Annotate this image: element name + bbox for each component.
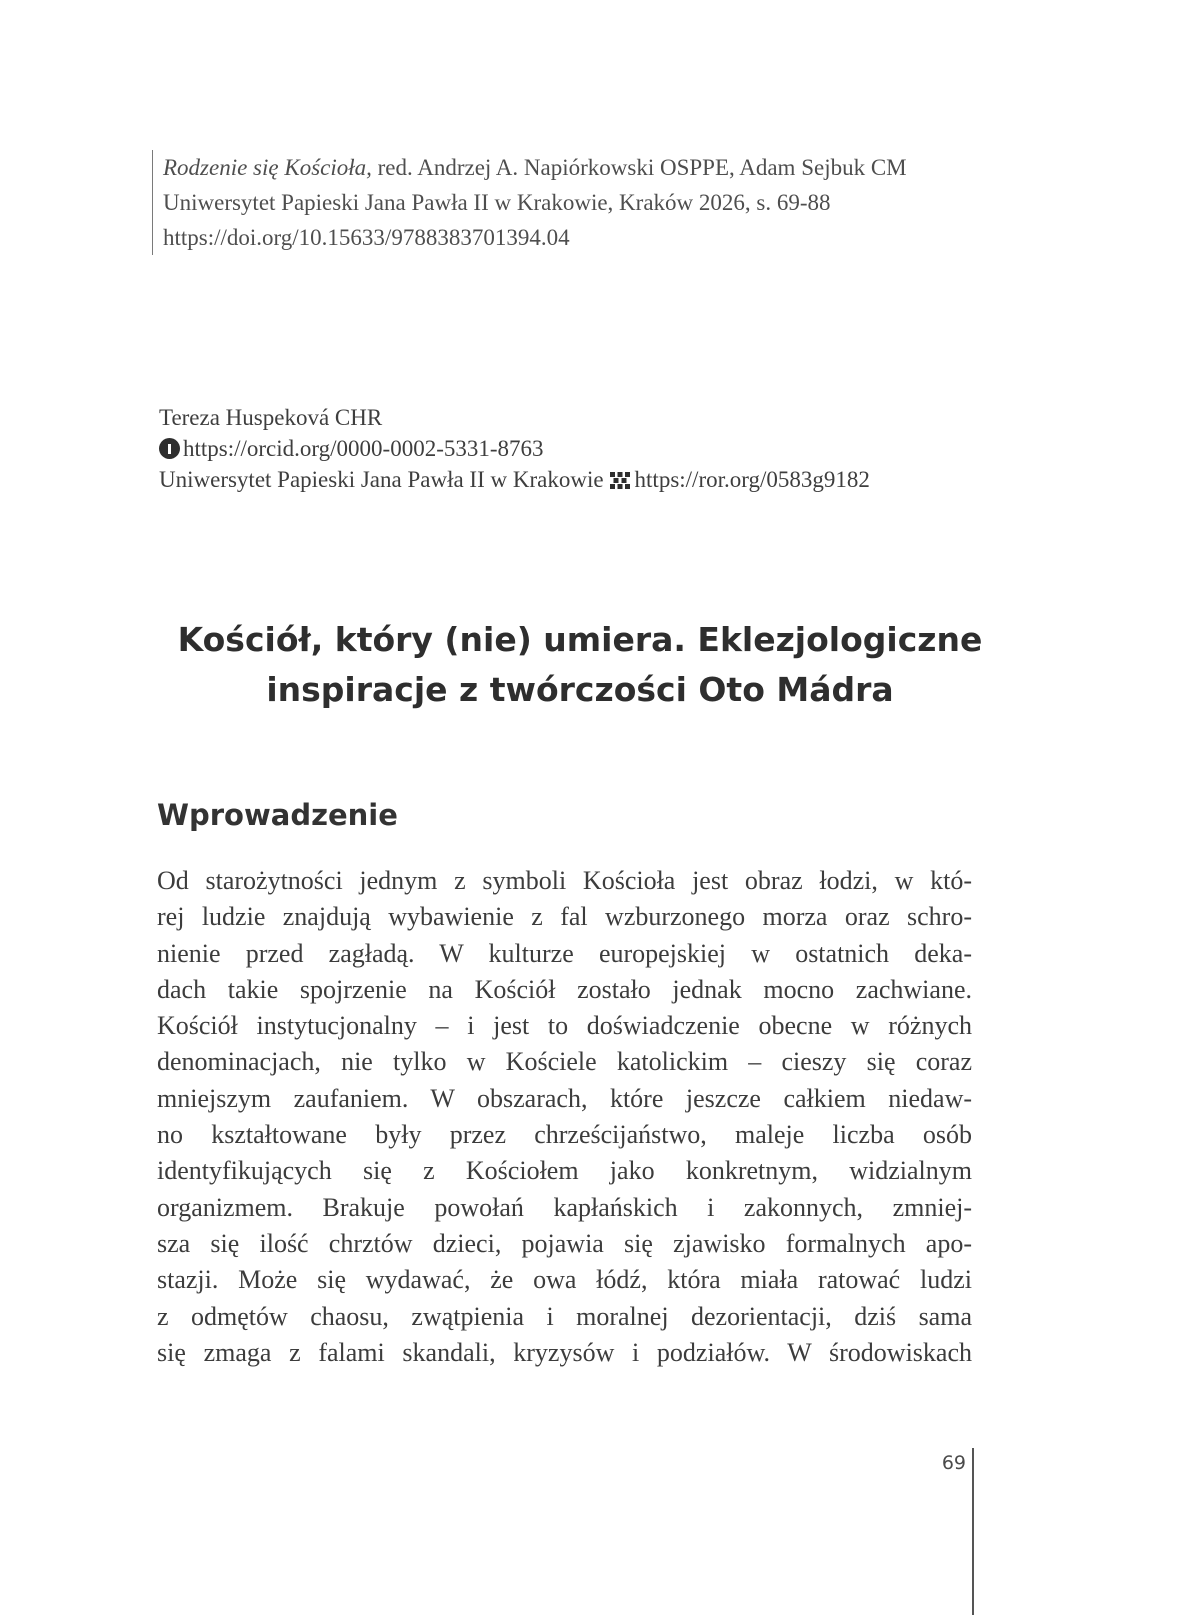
body-line: Kościół instytucjonalny – i jest to doświadczenie obecne w różnych [157,1011,972,1041]
body-line: mniejszym zaufaniem. W obszarach, które jeszcze całkiem niedaw- [157,1083,972,1113]
author-block [159,402,1059,495]
body-line: dach takie spojrzenie na Kościół zostało jednak mocno zachwiane. [157,974,972,1004]
affiliation: Uniwersytet Papieski Jana Pawła II w Krakowie [159,467,604,492]
title-line-2: inspiracje z twórczości Oto Mádra [266,670,894,709]
editors: red. Andrzej A. Napiórkowski OSPPE, Adam Sejbuk CM [371,155,907,180]
ror-link[interactable]: https://ror.org/0583g9182 [634,467,870,492]
doi-link[interactable]: https://doi.org/10.15633/9788383701394.04 [163,225,570,250]
body-line: rej ludzie znajdują wybawienie z fal wzburzonego morza oraz schro- [157,902,972,932]
book-title: Rodzenie się Kościoła, [163,155,372,180]
body-line: identyfikujących się z Kościołem jako konkretnym, widzialnym [157,1156,972,1186]
body-line: no kształtowane były przez chrześcijaństwo, maleje liczba osób [157,1120,972,1150]
orcid-line [159,433,1059,464]
body-line: nienie przed zagładą. W kulturze europejskiej w ostatnich deka- [157,938,972,968]
page-number-rule [972,1448,974,1615]
body-line: denominacjach, nie tylko w Kościele katolickim – cieszy się coraz [157,1047,972,1077]
body-paragraph [157,863,972,1371]
affiliation-line [159,464,1059,495]
body-line: Od starożytności jednym z symboli Kościoła jest obraz łodzi, w któ- [157,866,972,895]
ror-icon [609,470,631,490]
citation-line-1 [163,150,1023,185]
body-line: stazji. Może się wydawać, że owa łódź, która miała ratować ludzi [157,1265,972,1295]
orcid-link[interactable]: https://orcid.org/0000-0002-5331-8763 [183,436,544,461]
page-number: 69 [941,1452,966,1474]
title-line-1: Kościół, który (nie) umiera. Eklezjologiczne [177,620,983,659]
article-title [100,615,1060,715]
body-line: sza się ilość chrztów dzieci, pojawia się zjawisko formalnych apo- [157,1228,972,1258]
orcid-icon [159,438,180,459]
author-name: Tereza Huspeková CHR [159,405,383,430]
body-line: się zmaga z falami skandali, kryzysów i podziałów. W środowiskach [157,1337,972,1367]
citation-block [152,150,1023,255]
body-line: organizmem. Brakuje powołań kapłańskich i zakonnych, zmniej- [157,1192,972,1222]
body-line: z odmętów chaosu, zwątpienia i moralnej dezorientacji, dziś sama [157,1301,972,1331]
publisher-line: Uniwersytet Papieski Jana Pawła II w Krakowie, Kraków 2026, s. 69-88 [163,190,831,215]
section-heading: Wprowadzenie [157,798,398,832]
